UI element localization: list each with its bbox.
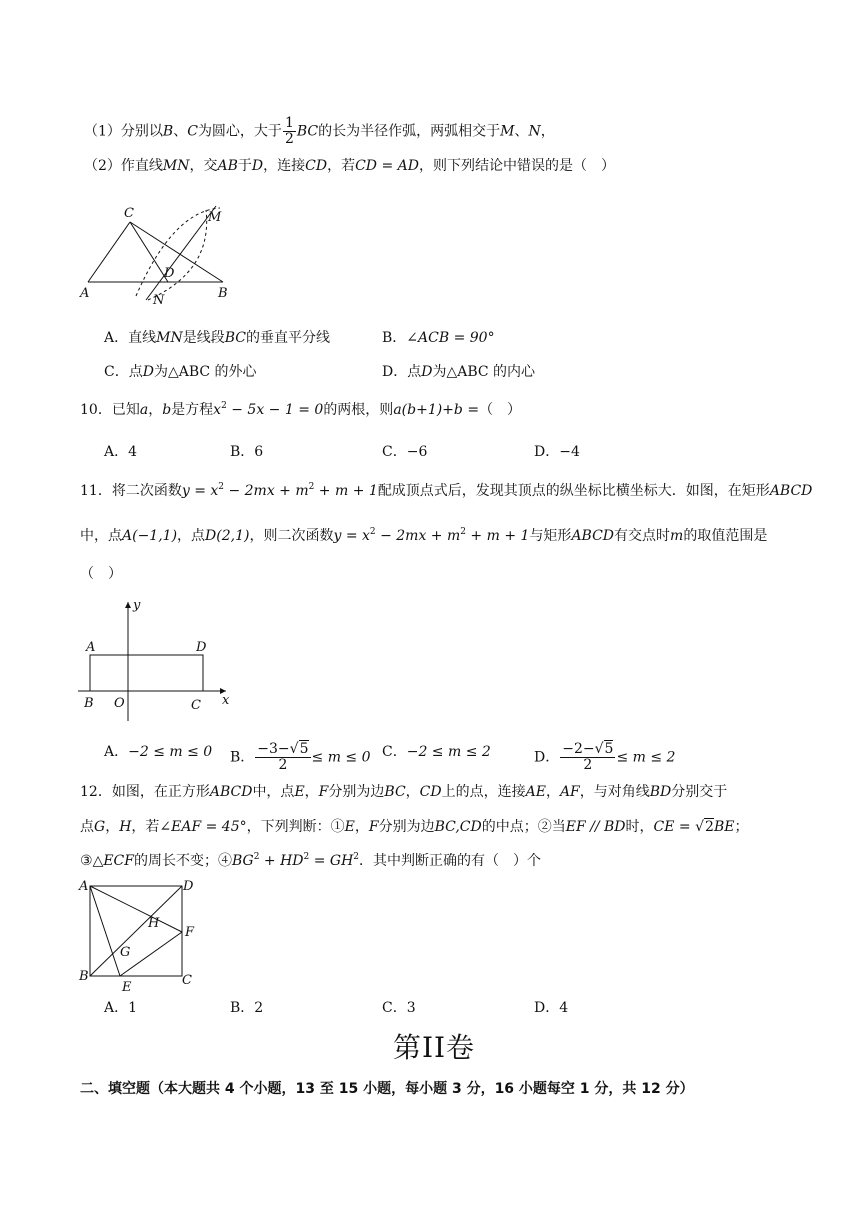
q9-text: （1）分别以 [84,123,163,140]
q11-function: + m + 1 [314,483,378,499]
exponent: 2 [218,482,224,492]
option-expression: ≤ m ≤ 2 [616,749,676,766]
q9-var: B [162,123,174,140]
exponent: 2 [460,527,466,537]
fraction-denominator: 2 [284,131,294,147]
q11-text: 11．将二次函数 [80,483,182,499]
q11-point: A(−1,1) [122,528,178,544]
exponent: 2 [303,852,310,862]
q10-option-b[interactable]: B．6 [230,444,264,460]
radicand: 5 [604,741,614,757]
option-text: 为△ABC 的外心 [153,364,257,380]
q9-text: 、 [514,123,529,140]
q11-rectangle-figure [76,596,236,721]
q9-var: C [187,123,198,140]
fraction-numerator: −3−√5 [257,741,309,757]
q9-var: MN [162,158,190,174]
q12-var: CD [419,784,442,800]
q9-step1 [84,116,555,147]
q9-var: D [421,364,433,380]
q12-var: AF [559,784,580,800]
label-a: A [80,286,90,301]
q9-triangle-figure [78,196,253,312]
q10-text: （ ） [479,402,522,418]
q12-line1 [80,782,727,802]
q12-text: 点 [80,819,94,835]
q9-var: M [500,123,515,140]
exponent: 2 [369,527,376,537]
label-h: H [148,916,160,931]
q12-text: 的中点；②当 [481,819,566,835]
label-c: C [191,698,201,713]
option-label: A． [104,744,129,760]
label-c: C [124,206,134,221]
q12-var: BC,CD [434,819,482,835]
q12-var: H [119,819,132,835]
q12-var: F [318,784,329,800]
q10-text: 是方程 [171,402,214,418]
q12-text: ，若 [131,819,160,835]
q12-var: ABCD [209,784,253,800]
exponent: 2 [253,852,260,862]
option-label: B． [382,330,407,346]
q9-option-d[interactable] [382,362,535,382]
option-expression: −2 ≤ m ≤ 0 [128,744,213,760]
q12-text: ， [304,784,319,800]
q9-var: D [251,158,264,174]
q12-text: 分别交于 [671,784,728,800]
q9-var: MN [156,330,183,346]
radicand: 5 [299,741,309,757]
fraction-numerator: −2−√5 [562,741,614,757]
option-label: C． [382,744,407,760]
q12-var: BD [649,784,672,800]
q12-var: BC [384,784,406,800]
q11-text: ，点 [177,528,206,544]
q12-text: 分别为边 [378,819,435,835]
q11-option-a[interactable] [104,742,212,762]
section-heading: 二、填空题（本大题共 4 个小题，13 至 15 小题，每小题 3 分，16 小题每空 1 分，共 12 分） [80,1081,694,1097]
label-d: D [164,266,175,281]
q11-text: 的取值范围是 [683,528,768,544]
diagonal-bd [90,886,182,976]
label-origin: O [114,696,125,711]
segment-cd [130,222,168,282]
q9-equation: CD = AD [355,158,419,174]
q12-expression: EF // BD [565,819,626,835]
q12-expression: BG [231,853,254,869]
q9-text: ，则下列结论中错误的是（ ） [419,158,615,174]
q9-text: 于 [237,158,252,174]
q9-step2 [84,156,615,176]
q10-text: 的两根，则 [323,402,394,418]
q12-text: 中，点 [252,784,295,800]
q12-var: E [294,784,305,800]
q11-option-b[interactable] [230,742,371,773]
label-g: G [120,945,131,960]
q11-function: + m + 1 [465,528,530,544]
q11-line3: （ ） [80,566,122,582]
segment-af [90,886,182,932]
option-label: A．直线 [104,330,157,346]
q12-text: ； [734,819,749,835]
option-label: D． [534,749,560,766]
label-d: D [196,640,207,655]
q10-text: 10．已知 [80,402,140,418]
option-text: 的垂直平分线 [245,330,330,346]
section-title: 第II卷 [392,1031,476,1064]
q12-option-c[interactable]: C．3 [382,1000,416,1016]
q12-var: AE [525,784,546,800]
q9-text: 的长为半径作弧，两弧相交于 [318,123,501,140]
label-m: M [208,210,222,225]
segment-ae [90,886,120,976]
q12-expression: ∠EAF = 45° [159,819,247,835]
q11-var: m [670,528,684,544]
q12-text: ．其中判断正确的有（ ）个 [359,853,542,869]
q9-text: ，连接 [263,158,306,174]
q9-option-a[interactable] [104,328,330,348]
numerator-text: −3− [257,741,290,757]
q11-text: 有交点时 [614,528,671,544]
label-b: B [218,286,228,301]
q9-text: ，交 [189,158,218,174]
arc-from-c [148,210,207,300]
q11-option-c[interactable] [382,742,491,762]
q9-text: ， [540,123,555,140]
q12-text: ， [405,784,420,800]
label-n: N [153,293,165,308]
q9-text: （2）作直线 [84,158,163,174]
q10-stem [80,400,521,420]
q11-function: y = x [181,483,219,499]
option-text: 为△ABC 的内心 [432,364,536,380]
q11-text: ，则二次函数 [249,528,334,544]
q11-text: 配成顶点式后，发现其顶点的纵坐标比横坐标大．如图，在矩形 [377,483,770,499]
fraction-denominator: 2 [583,757,593,773]
q12-text: ， [354,819,369,835]
q12-text: ③ [80,853,93,869]
q12-text: ，与对角线 [579,784,650,800]
label-b: B [79,969,89,984]
label-d: D [183,879,194,894]
q9-var: AB [217,158,238,174]
q12-text: 上的点，连接 [441,784,526,800]
fraction-denominator: 2 [278,757,288,773]
line-mn [146,206,216,300]
q12-option-d[interactable]: D．4 [534,1000,569,1016]
rectangle-abcd [90,655,203,691]
label-c: C [182,973,192,988]
q12-var: E [344,819,355,835]
q12-text: 的周长不变；④ [133,853,232,869]
q12-text: ，下列判断：① [246,819,345,835]
q12-var: G [94,819,106,835]
q12-text: ， [105,819,120,835]
q9-text: 、 [173,123,188,140]
q12-text: 时， [625,819,654,835]
q12-line3 [80,851,541,871]
q11-function: − 2mx + m [224,483,309,499]
option-label: C．点 [104,364,143,380]
q10-option-c[interactable]: C．−6 [382,444,428,460]
q12-expression: △ECF [92,853,134,869]
half-fraction [283,116,296,147]
fraction-numerator: 1 [284,115,294,131]
axis-label-x: x [222,693,230,708]
side-cb [130,222,223,282]
q10-var: a [139,402,149,418]
q12-option-a[interactable]: A．1 [104,1000,138,1016]
q12-var: F [368,819,379,835]
q11-function: y = x [333,528,370,544]
q11-point: D(2,1) [205,528,250,544]
option-expression: −2 ≤ m ≤ 2 [406,744,491,760]
label-f: F [185,925,195,940]
q9-var: BC [224,330,246,346]
q10-equation: − 5x − 1 = 0 [226,402,324,418]
q11-line2 [80,526,767,546]
option-fraction [255,742,310,773]
q12-text: ， [545,784,560,800]
q9-var: D [142,364,154,380]
q12-expression: CE = [653,819,696,835]
q11-text: 中，点 [80,528,122,544]
exponent: 2 [221,401,227,411]
q11-function: − 2mx + m [375,528,461,544]
label-a: A [79,879,89,894]
q11-text: 与矩形 [529,528,572,544]
q10-option-d[interactable]: D．−4 [534,444,580,460]
q12-expression: + HD [259,853,304,869]
radicand: 2 [705,819,714,835]
q12-text: 12．如图，在正方形 [80,784,210,800]
option-label: D．点 [382,364,422,380]
exponent: 2 [353,852,360,862]
q12-text: 分别为边 [328,784,385,800]
label-e: E [122,980,132,994]
q11-line1 [80,481,812,501]
q9-text: 为圆心，大于 [197,123,282,140]
option-fraction [560,742,615,773]
q9-var: BC [296,123,319,140]
q12-square-figure [76,876,200,994]
option-label: B． [230,749,255,766]
label-a: A [86,640,96,655]
option-expression: ∠ACB = 90° [406,330,495,346]
q12-expression: BE [713,819,735,835]
label-b: B [84,696,94,711]
exponent: 2 [308,482,315,492]
option-text: 是线段 [182,330,225,346]
q10-equation: x [213,402,222,418]
q12-expression: = GH [309,853,354,869]
q9-text: ，若 [327,158,356,174]
q10-var: b [162,402,172,418]
q9-option-b[interactable] [382,328,495,348]
q12-option-b[interactable]: B．2 [230,1000,264,1016]
q10-option-a[interactable]: A．4 [104,444,138,460]
axis-label-y: y [133,598,141,613]
q9-var: N [528,123,541,140]
q11-var: ABCD [769,483,813,499]
q11-option-d[interactable] [534,742,675,773]
q10-text: ， [148,402,163,418]
q10-expression: a(b+1)+b = [393,402,480,418]
option-expression: ≤ m ≤ 0 [311,749,371,766]
numerator-text: −2− [562,741,595,757]
q12-line2: 点G，H，若∠EAF = 45°，下列判断：①E，F分别为边BC,CD的中点；②当EF // BD时，CE = √2BE； [80,819,749,835]
side-ac [88,222,130,282]
q11-var: ABCD [571,528,615,544]
q9-var: CD [305,158,328,174]
q9-option-c[interactable] [104,362,257,382]
